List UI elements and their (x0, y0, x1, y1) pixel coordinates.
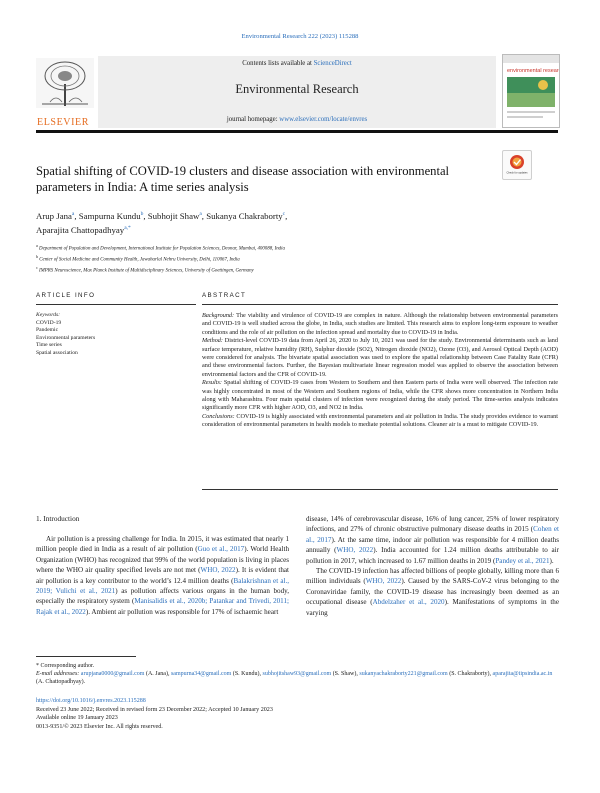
author[interactable]: Subhojit Shaw$^a$ (147, 210, 202, 221)
author[interactable]: Sampurna Kundu$^b$ (78, 210, 144, 221)
keyword: Environmental parameters (36, 334, 96, 341)
body-column-left (36, 534, 289, 617)
affiliation: $^c$ IMPRS Neuroscience, Max Planck Institute of Multidisciplinary Sciences, University of Goettingen, Germany (36, 265, 254, 275)
keyword: Spatial association (36, 349, 78, 356)
email-addresses (36, 670, 558, 686)
article-history (36, 697, 558, 731)
citation-link[interactable]: Cohen et al., 2017 (306, 525, 559, 544)
email-link[interactable]: sampurna34@gmail.com (170, 671, 232, 678)
journal-cover-image (502, 54, 560, 128)
sciencedirect-link[interactable]: ScienceDirect (313, 60, 352, 67)
cover-art-icon (503, 55, 559, 127)
email-label: E-mail addresses: (36, 671, 81, 678)
check-updates-icon (503, 151, 531, 179)
citation-link[interactable]: WHO, 2022 (365, 577, 402, 586)
body-text: disease, 14% of cerebrovascular disease, 16% of lung cancer, 25% of lower respiratory infections, and 27% of chronic obstructive pulmonary disease deaths in 2015 ( (306, 515, 559, 534)
citation-link[interactable]: WHO, 2022 (200, 566, 236, 575)
keywords-title: Keywords: (36, 312, 61, 318)
keywords-block (36, 312, 196, 358)
email-owner: (A. Jana), (144, 671, 171, 678)
publisher-name: ELSEVIER (37, 117, 90, 128)
abstract-results: Results: Spatial shifting of COVID-19 cases from Western to Southern and then Eastern parts of India were well observed. The infection rate was highly concentrated in most of the Western and Southern regions of India, while the CFR shows more concentration in Northern India along with Maharashtra. Four main spatial clusters of infection were recognized during the study period. The time-series analysis indicates significantly more CFR with higher AOD, O3, and NO2 in India. (202, 379, 558, 412)
keyword: Time series (36, 342, 62, 349)
citation-link[interactable]: Pandey et al., 2021 (495, 556, 550, 565)
article-info-heading: ARTICLE INFO (36, 292, 96, 299)
citation-link[interactable]: Guo et al., 2017 (197, 545, 245, 554)
footnote-rule (36, 656, 136, 657)
author[interactable]: Aparajita Chattopadhyay$^{a,*}$ (36, 224, 131, 235)
check-updates-label: Check for updates (506, 171, 528, 175)
check-for-updates-button[interactable] (502, 150, 532, 180)
citation-link[interactable]: WHO, 2022 (336, 546, 374, 555)
abstract-rule (202, 304, 558, 305)
abstract-background: Background: The viability and virulence of COVID-19 are complex in nature. Although the relationship between environmental parameters and COVID-19 is well studied across the globe, in India, such studies are limited. This research aims to explore long-term exposure to weather conditions and the role of air pollution on the infection spread and mortality due to COVID-19 in India. (202, 312, 559, 336)
body-text: ). Ambient air pollution was responsible for 17% of ischaemic heart (85, 607, 279, 616)
citation-link[interactable]: Balakrishnan et al., 2019; Vulichi et al., 2021 (36, 576, 289, 596)
author-list: Arup Jana$^a$, Sampurna Kundu$^b$, Subhojit Shaw$^a$, Sukanya Chakraborty$^c$, Aparajita Chattopadhyay$^{a,*}$ (36, 210, 288, 235)
abstract-end-rule (202, 489, 558, 490)
body-text: ). Manifestations of symptoms in the varying (306, 598, 559, 617)
body-text: ) as pollution affects various organs in the human body, especially the respiratory system ( (36, 587, 289, 606)
affiliations (36, 242, 556, 276)
abstract-conclusions: Conclusions: COVID-19 is highly associated with environmental parameters and air pollution in India. The study provides evidence to warrant consideration of environmental parameters in health models to mediate potential solutions. Cleaner air is a must to mitigate COVID-19. (202, 412, 558, 429)
body-column-right (306, 514, 559, 618)
body-text: ). World Health Organization (WHO) has recognized that 99% of the world population is living in places where the WHO air quality specified levels are not met ( (36, 545, 289, 575)
author[interactable]: Arup Jana$^a$ (36, 210, 75, 221)
abstract-body (202, 312, 558, 430)
journal-reference[interactable]: Environmental Research 222 (2023) 115288 (241, 33, 359, 40)
keyword: Pandemic (36, 327, 59, 334)
email-link[interactable]: sukanyachakraborty221@gmail.com (359, 671, 448, 678)
email-owner: (A. Chattopadhyay). (36, 679, 86, 686)
citation-link[interactable]: Abdelzaher et al., 2020 (372, 598, 445, 607)
body-text: ). (549, 556, 554, 565)
email-owner: (S. Chakraborty), (447, 671, 493, 678)
homepage-line (98, 116, 496, 123)
citation-link[interactable]: Manisalidis et al., 2020b; Patankar and Trivedi, 2011; Rajak et al., 2022 (36, 597, 289, 616)
body-text: ). Caused by the SARS-CoV-2 virus belonging to the Coronaviridae family, the COVID-19 disease has increasingly been deemed as an occupational disease ( (306, 577, 559, 607)
keyword: COVID-19 (36, 319, 62, 326)
contents-prefix: Contents lists available at (242, 60, 312, 67)
email-link[interactable]: aparajita@iipsindia.ac.in (492, 671, 553, 678)
corresponding-author-note: * Corresponding author. (36, 663, 95, 669)
journal-name: Environmental Research (235, 82, 359, 96)
affiliation: $^a$ Department of Population and Development, International Institute for Population Sciences, Deonar, Mumbai, 400088, India (36, 243, 285, 252)
doi-link[interactable]: https://doi.org/10.1016/j.envres.2023.115288 (36, 698, 146, 704)
email-link[interactable]: subhojitshaw93@gmail.com (262, 671, 332, 678)
copyright: 0013-9351/© 2023 Elsevier Inc. All rights reserved. (36, 723, 163, 730)
header-rule (36, 130, 558, 133)
article-title: Spatial shifting of COVID-19 clusters and disease association with environmental parameters in India: A time series analysis (36, 164, 450, 194)
available-online: Available online 19 January 2023 (36, 715, 118, 722)
received-dates: Received 23 June 2022; Received in revised form 23 December 2022; Accepted 10 January 2023 (36, 706, 273, 713)
abstract-method: Method: District-level COVID-19 data from April 26, 2020 to July 10, 2021 was used for the study. Environmental determinants such as land surface temperature, relative humidity (RH), Sulphur dioxide (SO2), Nitrogen dioxide (NO2), Ozone (O3), and Aerosol Optical Depth (AOD) were considered for analysis. The bivariate spatial association was used to explore the spatial relationship between Case Fatality Rate (CFR) and these environmental factors. Further, the Bayesian multivariate linear regression model was applied to observe the association between environmental factors and the CFR of COVID-19. (202, 337, 558, 378)
email-owner: (S. Kundu), (231, 671, 263, 678)
author[interactable]: Sukanya Chakraborty$^c$ (206, 210, 286, 221)
email-link[interactable]: arupjana0000@gmail.com (80, 671, 145, 678)
article-info-rule (36, 304, 196, 305)
body-text: The COVID-19 infection has affected billions of people globally, killing more than 6 million individuals ( (306, 567, 559, 586)
affiliation: $^b$ Center of Social Medicine and Community Health, Jawaharlal Nehru University, Delhi, 110067, India (36, 254, 240, 263)
elsevier-tree-icon (36, 58, 94, 108)
contents-line (98, 60, 496, 67)
email-owner: (S. Shaw), (331, 671, 360, 678)
body-text: ). At the same time, indoor air pollution was responsible for 4 million deaths annually ( (306, 535, 559, 555)
homepage-prefix: journal homepage: (226, 116, 278, 123)
elsevier-logo (36, 58, 96, 126)
abstract-heading: ABSTRACT (202, 292, 247, 299)
cover-title: environmental research (507, 68, 559, 74)
body-text: ). India accounted for 1.24 million deaths attributable to air pollution in 2017, which increased to 1.67 million deaths in 2019 ( (306, 546, 560, 565)
paragraph (306, 566, 559, 618)
paragraph (36, 534, 289, 617)
homepage-link[interactable]: www.elsevier.com/locate/envres (279, 116, 368, 123)
section-heading-introduction: 1. Introduction (36, 514, 80, 523)
body-text: ). It is evident that air pollution is a key contributor to the world’s 12.4 million deaths ( (36, 566, 289, 585)
body-text: Air pollution is a pressing challenge for India. In 2015, it was estimated that nearly 1 million people died in India as a result of air pollution ( (36, 535, 289, 554)
footnotes (36, 662, 558, 687)
paragraph (306, 514, 559, 566)
